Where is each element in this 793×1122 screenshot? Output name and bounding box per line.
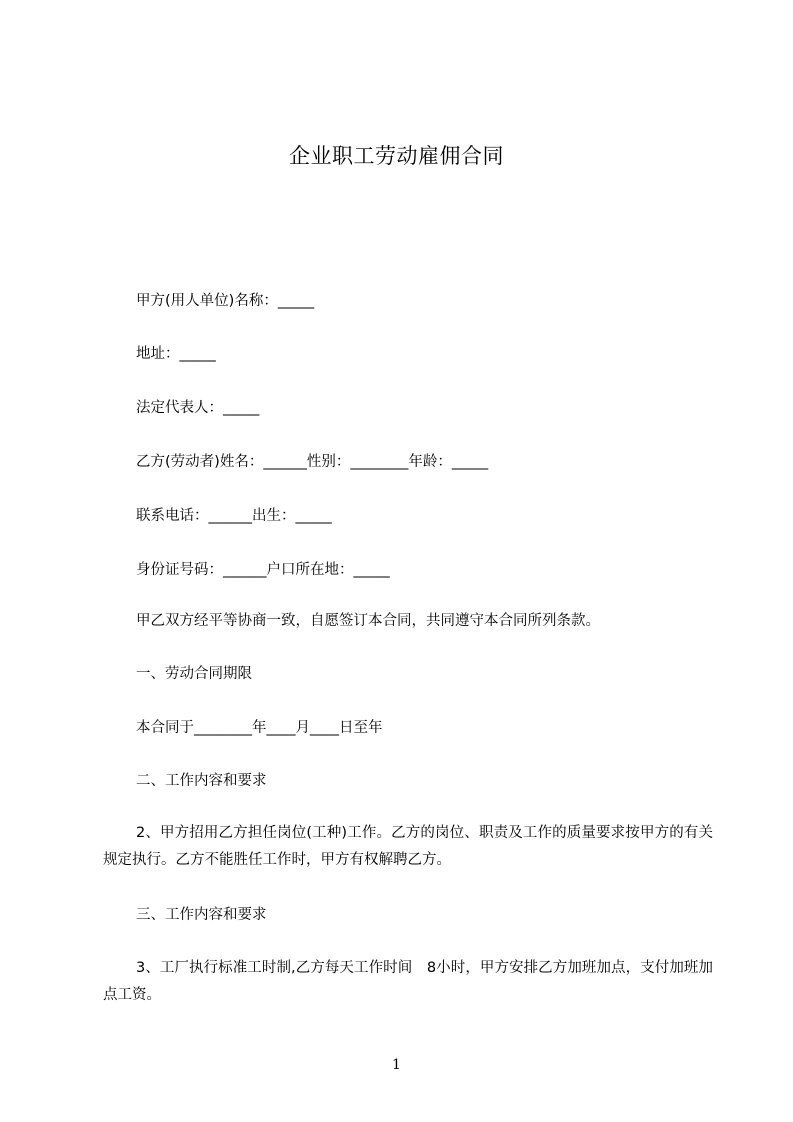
party-b-info-field: 乙方(劳动者)姓名：______性别：________年龄：_____ bbox=[136, 454, 489, 470]
legal-representative-field: 法定代表人：_____ bbox=[136, 400, 260, 416]
page-number: 1 bbox=[392, 1057, 401, 1073]
section-heading: 一、劳动合同期限 bbox=[136, 666, 252, 682]
section-heading: 二、工作内容和要求 bbox=[136, 773, 267, 789]
agreement-statement: 甲乙双方经平等协商一致，自愿签订本合同，共同遵守本合同所列条款。 bbox=[136, 613, 600, 629]
section-heading: 三、工作内容和要求 bbox=[136, 907, 267, 923]
address-field: 地址：_____ bbox=[136, 346, 216, 362]
section-body: 2、甲方招用乙方担任岗位(工种)工作。乙方的岗位、职责及工作的质量要求按甲方的有关规定执行。乙方不能胜任工作时，甲方有权解聘乙方。 bbox=[103, 825, 713, 868]
document-title: 企业职工劳动雇佣合同 bbox=[289, 144, 504, 168]
section-body: 本合同于________年____月____日至年 bbox=[136, 720, 383, 736]
party-a-name-field: 甲方(用人单位)名称：_____ bbox=[136, 293, 315, 309]
phone-birth-field: 联系电话：______出生：_____ bbox=[136, 508, 332, 524]
id-residence-field: 身份证号码：______户口所在地：_____ bbox=[136, 562, 390, 578]
section-body: 3、工厂执行标准工时制,乙方每天工作时间 8小时，甲方安排乙方加班加点，支付加班加点工资。 bbox=[103, 960, 713, 1003]
